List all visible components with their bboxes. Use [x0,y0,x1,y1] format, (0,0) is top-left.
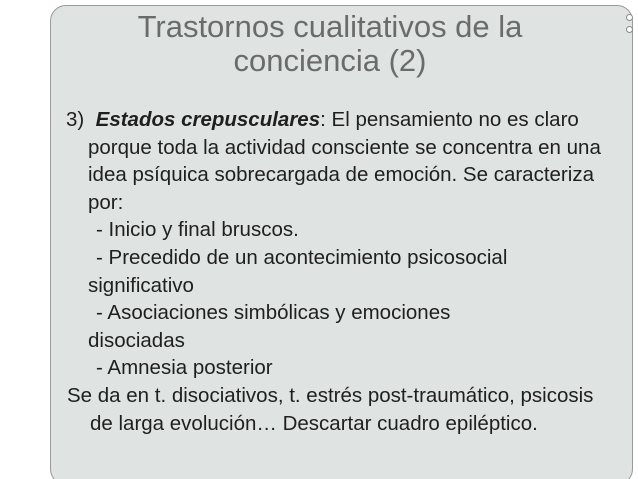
closing-paragraph: Se da en t. disociativos, t. estrés post-traumático, psicosis de larga evolución… Descartar cuadro epiléptico. [67,383,594,435]
list-item: - Precedido de un acontecimiento psicosocial [96,245,508,269]
slide-body [66,106,621,437]
slide-title-line-2: conciencia (2) [233,43,427,78]
slide-title-line-1: Trastornos cualitativos de la [137,9,523,44]
list-item: - Inicio y final bruscos. [96,218,299,242]
intro-paragraph [66,106,621,216]
list-item-continuation: disociadas [88,328,185,352]
slide-title [95,10,565,78]
intro-text: : El pensamiento no es claro porque toda la actividad consciente se concentra en una idea psíquica sobrecargada de emoción. Se caracteriza por: [88,108,601,214]
circle-bullet-icon [626,26,633,33]
intro-term: Estados crepusculares [95,108,321,131]
list-item: - Amnesia posterior [96,356,273,380]
list-item-continuation: significativo [88,273,194,297]
intro-number: 3) [66,108,85,131]
list-item: - Asociaciones simbólicas y emociones [96,301,451,325]
circle-bullet-icon [626,14,633,21]
